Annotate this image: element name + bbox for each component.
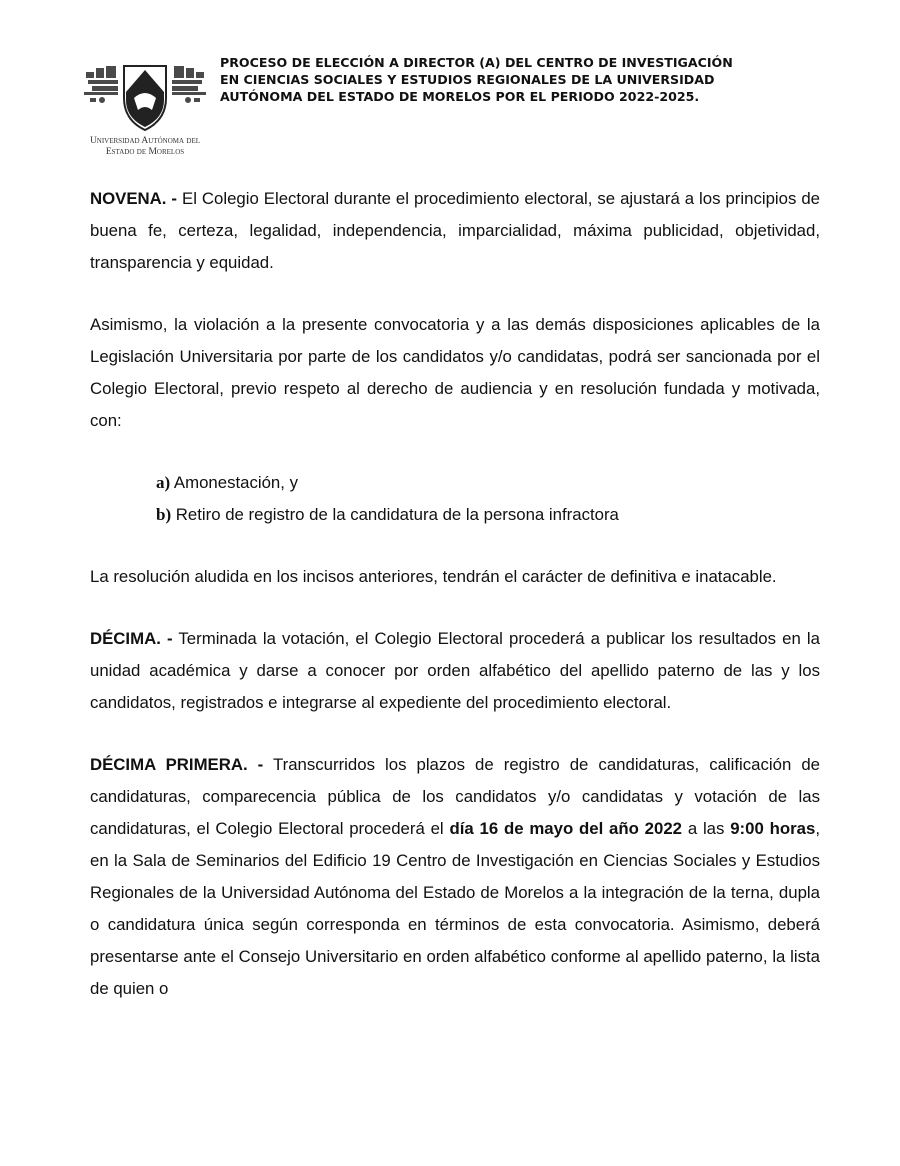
paragraph-asimismo-text: Asimismo, la violación a la presente convocatoria y a las demás disposiciones aplicables de la Legislación Universitaria por parte de los candidatos y/o candidatas, podrá ser sancionada por el Colegio Electoral, previo respeto al derecho de audiencia y en resolución fundada y motivada, con: bbox=[90, 315, 820, 430]
clause-decima-primera-time: 9:00 horas bbox=[730, 819, 816, 838]
university-logo bbox=[80, 58, 210, 158]
list-item-text: Retiro de registro de la candidatura de la persona infractora bbox=[171, 505, 619, 524]
list-item bbox=[90, 467, 820, 499]
sanctions-list bbox=[90, 467, 820, 531]
clause-decima-primera-text-3: , en la Sala de Seminarios del Edificio 19 Centro de Investigación en Ciencias Sociales y Estudios Regionales de la Universidad Autónoma del Estado de Morelos a la integración de la terna, dupla o candidatura única según corresponda en términos de esta convocatoria. Asimismo, deberá presentarse ante el Consejo Universitario en orden alfabético conforme al apellido paterno, la lista de quien o bbox=[90, 819, 820, 998]
logo-caption-line-1: Universidad Autónoma del bbox=[89, 136, 201, 146]
paragraph-asimismo bbox=[90, 309, 820, 437]
list-item bbox=[90, 499, 820, 531]
university-seal-icon bbox=[82, 58, 208, 134]
clause-decima-primera-label: DÉCIMA PRIMERA. - bbox=[90, 755, 264, 774]
clause-decima bbox=[90, 623, 820, 719]
logo-caption-line-2: Estado de Morelos bbox=[105, 147, 185, 157]
paragraph-resolucion bbox=[90, 561, 820, 593]
logo-caption bbox=[80, 136, 210, 158]
title-line-3: AUTÓNOMA DEL ESTADO DE MORELOS POR EL PERIODO 2022-2025. bbox=[220, 89, 700, 104]
list-item-marker: a) bbox=[156, 473, 171, 492]
document-body bbox=[90, 183, 820, 1035]
list-item-marker: b) bbox=[156, 505, 172, 524]
clause-decima-primera-date: día 16 de mayo del año 2022 bbox=[449, 819, 683, 838]
clause-novena bbox=[90, 183, 820, 279]
list-item-text: Amonestación, y bbox=[170, 473, 298, 492]
clause-decima-primera-text-1: Transcurridos los plazos de registro de candidaturas, calificación de candidaturas, comparecencia pública de los candidatos y/o candidatas y votación de las candidaturas, el Colegio Electoral procederá el bbox=[90, 755, 820, 838]
clause-decima-primera-text-2: a las bbox=[682, 819, 731, 838]
clause-decima-text: Terminada la votación, el Colegio Electoral procederá a publicar los resultados en la unidad académica y darse a conocer por orden alfabético del apellido paterno de las y los candidatos, registrados e integrarse al expediente del procedimiento electoral. bbox=[90, 629, 820, 712]
document-title bbox=[220, 54, 820, 105]
document-header bbox=[80, 50, 840, 160]
paragraph-resolucion-text: La resolución aludida en los incisos anteriores, tendrán el carácter de definitiva e inatacable. bbox=[90, 567, 777, 586]
clause-novena-text: El Colegio Electoral durante el procedimiento electoral, se ajustará a los principios de buena fe, certeza, legalidad, independencia, imparcialidad, máxima publicidad, objetividad, transparencia y equidad. bbox=[90, 189, 821, 272]
title-line-2: EN CIENCIAS SOCIALES Y ESTUDIOS REGIONALES DE LA UNIVERSIDAD bbox=[220, 72, 715, 87]
clause-decima-primera bbox=[90, 749, 820, 1005]
clause-decima-label: DÉCIMA. - bbox=[90, 629, 173, 648]
clause-novena-label: NOVENA. - bbox=[90, 189, 178, 208]
title-line-1: PROCESO DE ELECCIÓN A DIRECTOR (A) DEL CENTRO DE INVESTIGACIÓN bbox=[220, 55, 733, 70]
